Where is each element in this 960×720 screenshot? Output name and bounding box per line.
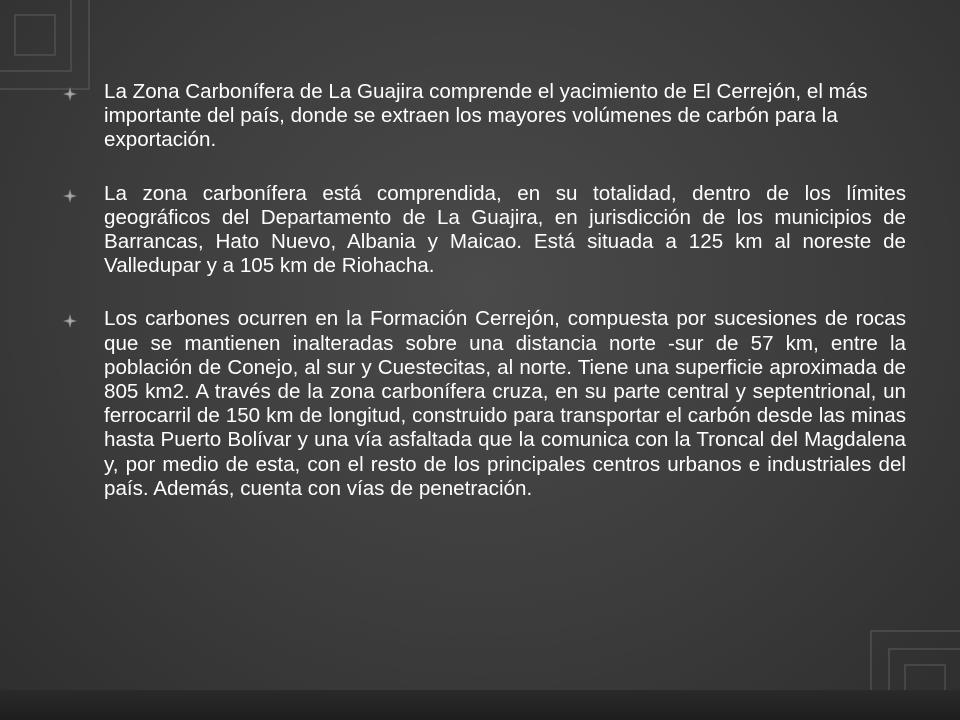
four-point-star-icon <box>63 189 77 203</box>
bullet-item <box>62 182 906 279</box>
bullet-text: La zona carbonífera está comprendida, en su totalidad, dentro de los límites geográficos del Departamento de La Guajira, en jurisdicción de los municipios de Barrancas, Hato Nuevo, Albania y Maicao. Está situada a 125 km al noreste de Valledupar y a 105 km de Riohacha. <box>104 181 906 278</box>
four-point-star-icon <box>63 87 77 101</box>
bullet-list <box>62 80 906 530</box>
bullet-text: Los carbones ocurren en la Formación Cerrejón, compuesta por sucesiones de rocas que se mantienen inalteradas sobre una distancia norte -sur de 57 km, entre la población de Conejo, al sur y Cuestecitas, al norte. Tiene una superficie aproximada de 805 km2. A través de la zona carbonífera cruza, en su parte central y septentrional, un ferrocarril de 150 km de longitud, construido para transportar el carbón desde las minas hasta Puerto Bolívar y una vía asfaltada que la comunica con la Troncal del Magdalena y, por medio de esta, con el resto de los principales centros urbanos e industriales del país. Además, cuenta con vías de penetración. <box>104 307 906 500</box>
bottom-bar <box>0 690 960 720</box>
corner-decoration <box>14 14 56 56</box>
bullet-item <box>62 307 906 501</box>
four-point-star-icon <box>63 314 77 328</box>
bullet-item <box>62 80 906 153</box>
bullet-text: La Zona Carbonífera de La Guajira comprende el yacimiento de El Cerrejón, el más importante del país, donde se extraen los mayores volúmenes de carbón para la exportación. <box>104 80 868 152</box>
